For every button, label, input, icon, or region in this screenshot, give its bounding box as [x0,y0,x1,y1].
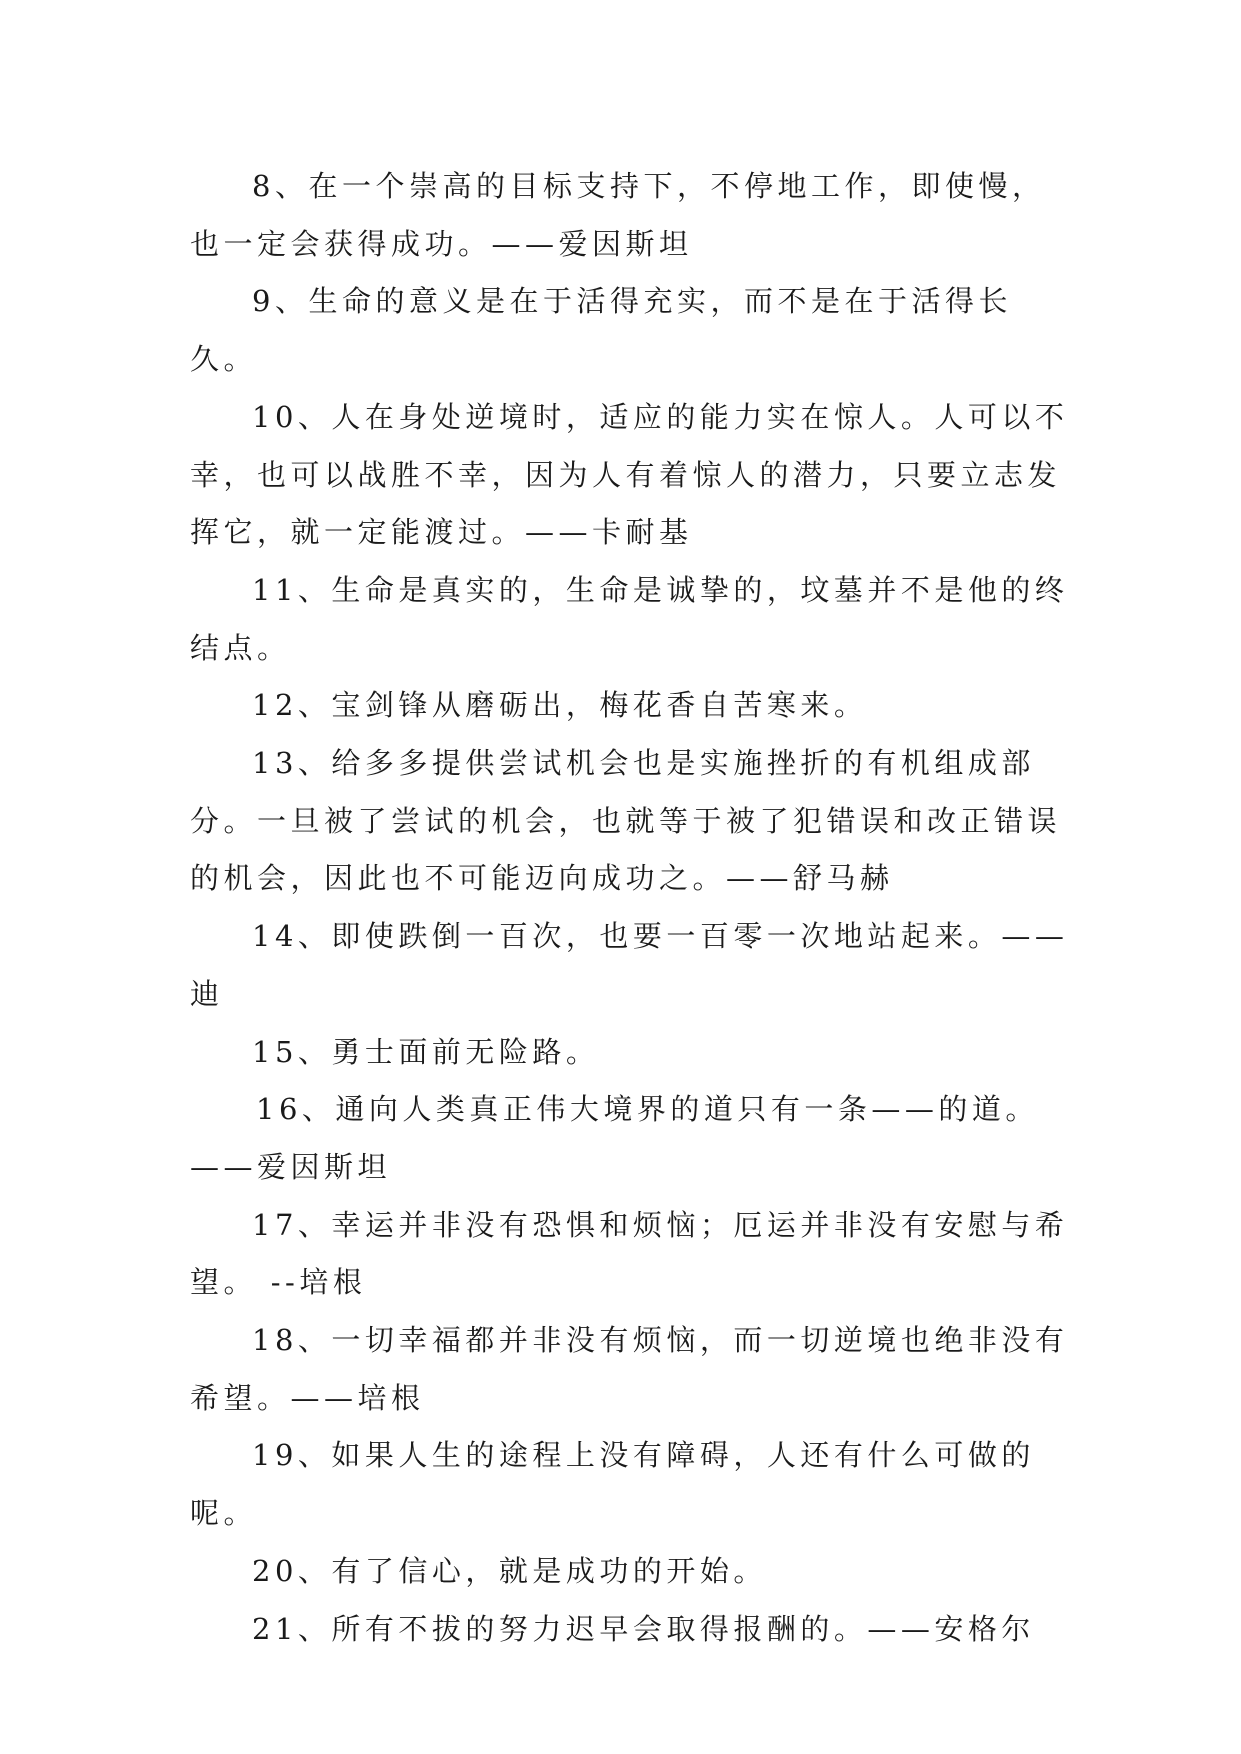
quote-paragraph-20: 20、有了信心，就是成功的开始。 [252,1553,767,1588]
quote-paragraph-11: 11、生命是真实的，生命是诚挚的，坟墓并不是他的终结点。 [190,572,1069,665]
quote-paragraph-21: 21、所有不拔的努力迟早会取得报酬的。——安格尔 [252,1611,1035,1646]
quote-paragraph-17: 17、幸运并非没有恐惧和烦恼；厄运并非没有安慰与希望。 --培根 [190,1207,1069,1300]
quote-paragraph-19: 19、如果人生的途程上没有障碍，人还有什么可做的呢。 [190,1438,1035,1531]
quote-paragraph-18: 18、一切幸福都并非没有烦恼，而一切逆境也绝非没有希望。——培根 [190,1323,1069,1415]
quote-paragraph-13: 13、给多多提供尝试机会也是实施挫折的有机组成部分。一旦被了尝试的机会，也就等于被了犯错误和改正错误的机会，因此也不可能迈向成功之。——舒马赫 [190,746,1062,896]
quote-paragraph-16: 16、通向人类真正伟大境界的道只有一条——的道。——爱因斯坦 [190,1092,1039,1184]
quote-paragraph-12: 12、宝剑锋从磨砺出，梅花香自苦寒来。 [252,688,868,723]
quote-list [190,158,1070,1658]
quote-paragraph-9: 9、生命的意义是在于活得充实，而不是在于活得长久。 [190,284,1012,377]
quote-paragraph-15: 15、勇士面前无险路。 [252,1034,600,1069]
quote-paragraph-8: 8、在一个崇高的目标支持下，不停地工作，即使慢，也一定会获得成功。——爱因斯坦 [190,169,1046,261]
quote-paragraph-14: 14、即使跌倒一百次，也要一百零一次地站起来。——迪 [190,919,1069,1011]
quote-paragraph-10: 10、人在身处逆境时，适应的能力实在惊人。人可以不幸，也可以战胜不幸，因为人有着惊人的潜力，只要立志发挥它，就一定能渡过。——卡耐基 [190,399,1069,550]
